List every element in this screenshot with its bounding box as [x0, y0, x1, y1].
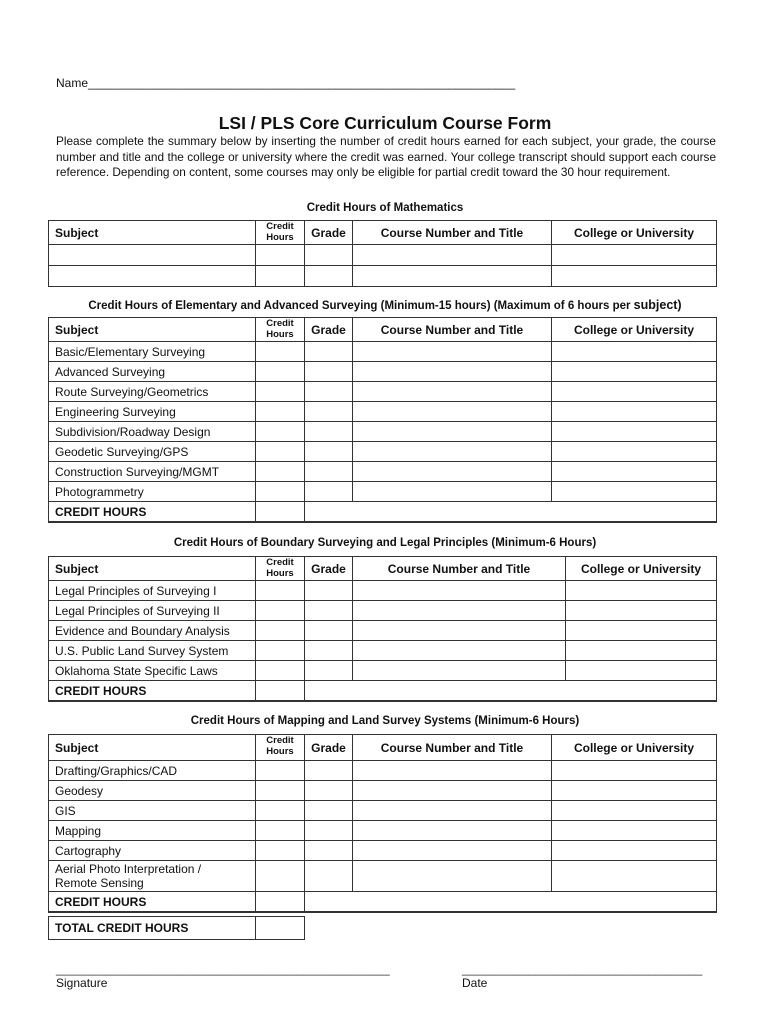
subject-cell: Subdivision/Roadway Design [49, 422, 256, 442]
col-credit-hours: Credit Hours [256, 318, 305, 342]
credit-hours-cell[interactable] [256, 422, 305, 442]
col-grade: Grade [305, 318, 353, 342]
grade-cell[interactable] [305, 621, 353, 641]
table-row [49, 482, 717, 502]
credit-hours-cell[interactable] [256, 861, 305, 892]
total-credit-hours-cell[interactable] [256, 917, 305, 940]
credit-hours-cell[interactable] [256, 761, 305, 781]
subject-cell: Drafting/Graphics/CAD [49, 761, 256, 781]
credit-hours-cell[interactable] [256, 841, 305, 861]
mapping-table [48, 734, 717, 913]
table-row [49, 402, 717, 422]
credit-hours-cell[interactable] [256, 641, 305, 661]
credit-hours-cell[interactable] [256, 402, 305, 422]
col-course: Course Number and Title [353, 735, 552, 761]
credit-hours-cell[interactable] [256, 601, 305, 621]
credit-hours-total-row [49, 681, 717, 702]
grade-cell[interactable] [305, 581, 353, 601]
credit-hours-total-cell[interactable] [256, 681, 305, 702]
grade-cell[interactable] [305, 601, 353, 621]
subject-cell[interactable] [49, 266, 256, 287]
subject-cell: Oklahoma State Specific Laws [49, 661, 256, 681]
col-credit-hours: Credit Hours [256, 735, 305, 761]
credit-hours-cell[interactable] [256, 382, 305, 402]
col-credit-hours: Credit Hours [256, 221, 305, 245]
signature-line[interactable]: __________________________________________________ [56, 962, 390, 976]
col-course: Course Number and Title [353, 557, 566, 581]
grade-cell[interactable] [305, 402, 353, 422]
subject-cell: Evidence and Boundary Analysis [49, 621, 256, 641]
credit-hours-cell[interactable] [256, 342, 305, 362]
surveying-section-title: Credit Hours of Elementary and Advanced Surveying (Minimum-15 hours) (Maximum of 6 hours per subject) [88, 298, 682, 312]
col-college: College or University [566, 557, 717, 581]
grade-cell[interactable] [305, 801, 353, 821]
college-cell[interactable] [552, 761, 717, 781]
col-college: College or University [552, 318, 717, 342]
course-cell[interactable] [353, 661, 566, 681]
college-cell[interactable] [566, 601, 717, 621]
credit-hours-cell[interactable] [256, 266, 305, 287]
subject-cell: Mapping [49, 821, 256, 841]
grade-cell[interactable] [305, 861, 353, 892]
date-line[interactable]: ____________________________________ [462, 962, 703, 976]
mapping-section-title: Credit Hours of Mapping and Land Survey Systems (Minimum-6 Hours) [190, 715, 580, 727]
table-row [49, 422, 717, 442]
college-cell[interactable] [552, 781, 717, 801]
credit-hours-total-label: CREDIT HOURS [49, 681, 256, 702]
college-cell[interactable] [552, 482, 717, 502]
college-cell[interactable] [552, 402, 717, 422]
subject-cell: Geodetic Surveying/GPS [49, 442, 256, 462]
grade-cell[interactable] [305, 761, 353, 781]
grade-cell[interactable] [305, 382, 353, 402]
surveying-table [48, 317, 717, 523]
credit-hours-total-row [49, 502, 717, 523]
subject-cell: Legal Principles of Surveying II [49, 601, 256, 621]
grade-cell[interactable] [305, 661, 353, 681]
table-row [49, 661, 717, 681]
college-cell[interactable] [566, 641, 717, 661]
subject-cell: Aerial Photo Interpretation / Remote Sensing [49, 861, 256, 892]
college-cell[interactable] [552, 382, 717, 402]
subject-cell: Engineering Surveying [49, 402, 256, 422]
course-cell[interactable] [353, 601, 566, 621]
college-cell[interactable] [552, 841, 717, 861]
col-grade: Grade [305, 221, 353, 245]
credit-hours-total-cell[interactable] [256, 892, 305, 913]
col-grade: Grade [305, 557, 353, 581]
table-row [49, 621, 717, 641]
course-cell[interactable] [353, 382, 552, 402]
college-cell[interactable] [566, 621, 717, 641]
college-cell[interactable] [552, 801, 717, 821]
math-table [48, 220, 717, 287]
credit-hours-total-label: CREDIT HOURS [49, 502, 256, 523]
col-grade: Grade [305, 735, 353, 761]
grade-cell[interactable] [305, 821, 353, 841]
subject-cell[interactable] [49, 245, 256, 266]
col-college: College or University [552, 735, 717, 761]
boundary-section-title: Credit Hours of Boundary Surveying and Legal Principles (Minimum-6 Hours) [173, 537, 597, 549]
credit-hours-total-cell[interactable] [256, 502, 305, 523]
col-course: Course Number and Title [353, 318, 552, 342]
course-cell[interactable] [353, 422, 552, 442]
table-row [49, 781, 717, 801]
grade-cell[interactable] [305, 342, 353, 362]
college-cell[interactable] [552, 442, 717, 462]
name-underline: ________________________________________________________________ [88, 76, 516, 90]
grade-cell[interactable] [305, 841, 353, 861]
grade-cell[interactable] [305, 422, 353, 442]
course-cell[interactable] [353, 821, 552, 841]
grade-cell[interactable] [305, 442, 353, 462]
credit-hours-cell[interactable] [256, 821, 305, 841]
math-section-title: Credit Hours of Mathematics [306, 202, 464, 214]
col-course: Course Number and Title [353, 221, 552, 245]
table-row [49, 841, 717, 861]
signature-label: Signature [56, 976, 108, 990]
course-cell[interactable] [353, 362, 552, 382]
course-cell[interactable] [353, 462, 552, 482]
table-row [49, 601, 717, 621]
subject-cell: Cartography [49, 841, 256, 861]
form-title: LSI / PLS Core Curriculum Course Form [218, 113, 552, 133]
table-row [49, 462, 717, 482]
course-cell[interactable] [353, 402, 552, 422]
course-cell[interactable] [353, 841, 552, 861]
table-row [49, 861, 717, 892]
credit-hours-cell[interactable] [256, 482, 305, 502]
course-cell[interactable] [353, 861, 552, 892]
table-row [49, 761, 717, 781]
subject-cell: Photogrammetry [49, 482, 256, 502]
grade-cell[interactable] [305, 781, 353, 801]
table-row [49, 245, 717, 266]
subject-cell: Advanced Surveying [49, 362, 256, 382]
col-college: College or University [552, 221, 717, 245]
table-row [49, 442, 717, 462]
boundary-table [48, 556, 717, 702]
college-cell[interactable] [552, 266, 717, 287]
total-row-filler [305, 681, 717, 702]
table-row [49, 342, 717, 362]
course-cell[interactable] [353, 581, 566, 601]
college-cell[interactable] [566, 581, 717, 601]
credit-hours-cell[interactable] [256, 362, 305, 382]
course-cell[interactable] [353, 342, 552, 362]
credit-hours-total-row [49, 892, 717, 913]
col-subject: Subject [49, 318, 256, 342]
table-row [49, 382, 717, 402]
course-cell[interactable] [353, 641, 566, 661]
subject-cell: Route Surveying/Geometrics [49, 382, 256, 402]
total-row-filler [305, 892, 717, 913]
credit-hours-cell[interactable] [256, 801, 305, 821]
course-cell[interactable] [353, 482, 552, 502]
grade-cell[interactable] [305, 266, 353, 287]
grade-cell[interactable] [305, 482, 353, 502]
subject-cell: Basic/Elementary Surveying [49, 342, 256, 362]
col-subject: Subject [49, 221, 256, 245]
subject-cell: Legal Principles of Surveying I [49, 581, 256, 601]
grade-cell[interactable] [305, 462, 353, 482]
subject-cell: Geodesy [49, 781, 256, 801]
course-cell[interactable] [353, 781, 552, 801]
course-cell[interactable] [353, 442, 552, 462]
credit-hours-cell[interactable] [256, 442, 305, 462]
table-row [49, 821, 717, 841]
credit-hours-cell[interactable] [256, 781, 305, 801]
college-cell[interactable] [566, 661, 717, 681]
table-row [49, 581, 717, 601]
subject-cell: GIS [49, 801, 256, 821]
table-row [49, 266, 717, 287]
credit-hours-total-label: CREDIT HOURS [49, 892, 256, 913]
credit-hours-cell[interactable] [256, 621, 305, 641]
college-cell[interactable] [552, 342, 717, 362]
date-label: Date [462, 976, 488, 990]
credit-hours-cell[interactable] [256, 661, 305, 681]
college-cell[interactable] [552, 245, 717, 266]
credit-hours-cell[interactable] [256, 462, 305, 482]
table-row [49, 362, 717, 382]
college-cell[interactable] [552, 821, 717, 841]
college-cell[interactable] [552, 462, 717, 482]
college-cell[interactable] [552, 422, 717, 442]
grade-cell[interactable] [305, 362, 353, 382]
course-cell[interactable] [353, 761, 552, 781]
course-cell[interactable] [353, 245, 552, 266]
name-field[interactable] [56, 76, 515, 90]
credit-hours-cell[interactable] [256, 581, 305, 601]
course-cell[interactable] [353, 621, 566, 641]
course-cell[interactable] [353, 801, 552, 821]
table-row [49, 641, 717, 661]
col-credit-hours: Credit Hours [256, 557, 305, 581]
col-subject: Subject [49, 557, 256, 581]
form-instructions: Please complete the summary below by inserting the number of credit hours earned for each subject, your grade, the course number and title and the college or university where the credit was earned. Your college transcript should support each course reference. Depending on content, some courses may only be eligible for partial credit toward the 30 hour requirement. [56, 134, 716, 180]
grade-cell[interactable] [305, 245, 353, 266]
subject-cell: U.S. Public Land Survey System [49, 641, 256, 661]
college-cell[interactable] [552, 362, 717, 382]
college-cell[interactable] [552, 861, 717, 892]
name-label: Name [56, 76, 89, 90]
total-row-filler [305, 502, 717, 523]
table-row [49, 801, 717, 821]
total-credit-hours-label: TOTAL CREDIT HOURS [49, 917, 256, 940]
total-credit-hours-table [48, 916, 305, 940]
course-cell[interactable] [353, 266, 552, 287]
credit-hours-cell[interactable] [256, 245, 305, 266]
grade-cell[interactable] [305, 641, 353, 661]
col-subject: Subject [49, 735, 256, 761]
subject-cell: Construction Surveying/MGMT [49, 462, 256, 482]
